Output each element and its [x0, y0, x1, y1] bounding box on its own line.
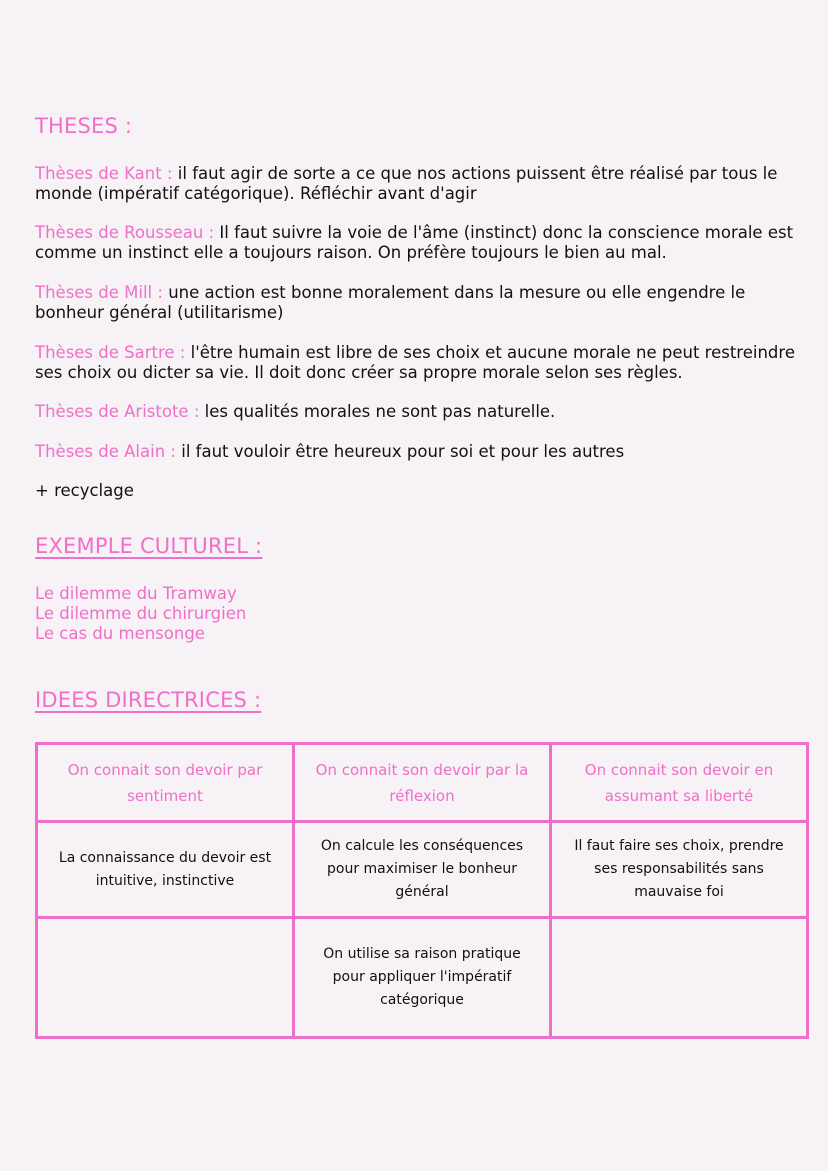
thesis-rousseau [35, 223, 795, 263]
thesis-alain [35, 442, 795, 462]
thesis-text: il faut vouloir être heureux pour soi et pour les autres [175, 442, 625, 461]
culture-item: Le dilemme du Tramway [35, 584, 237, 603]
thesis-text: il faut agir de sorte a ce que nos actions puissent être réalisé par tous le monde (impératif catégorique). Réfléchir avant d'agir [35, 164, 778, 203]
table-cell: On utilise sa raison pratique pour appliquer l'impératif catégorique [294, 918, 551, 1038]
thesis-sartre [35, 343, 795, 383]
theses-title: THESES : [35, 114, 133, 138]
theses-extra: + recyclage [35, 481, 134, 500]
header-cell-reflexion: On connait son devoir par la réflexion [294, 744, 551, 822]
ideas-table [35, 742, 809, 1039]
thesis-text: une action est bonne moralement dans la mesure ou elle engendre le bonheur général (utilitarisme) [35, 283, 746, 322]
thesis-text: l'être humain est libre de ses choix et aucune morale ne peut restreindre ses choix ou dicter sa vie. Il doit donc créer sa propre morale selon ses règles. [35, 343, 795, 382]
culture-title: EXEMPLE CULTUREL : [35, 534, 263, 558]
table-cell: On calcule les conséquences pour maximiser le bonheur général [294, 822, 551, 918]
header-cell-sentiment: On connait son devoir par sentiment [37, 744, 294, 822]
table-header-row [37, 744, 808, 822]
thesis-text: les qualités morales ne sont pas naturelle. [199, 402, 556, 421]
thesis-mill [35, 283, 795, 323]
culture-item: Le cas du mensonge [35, 624, 205, 643]
table-cell: Il faut faire ses choix, prendre ses responsabilités sans mauvaise foi [551, 822, 808, 918]
table-row [37, 822, 808, 918]
header-cell-liberte: On connait son devoir en assumant sa liberté [551, 744, 808, 822]
thesis-kant [35, 164, 795, 204]
ideas-title: IDEES DIRECTRICES : [35, 688, 262, 712]
thesis-aristote [35, 402, 795, 422]
thesis-label: Thèses de Alain : [35, 442, 176, 461]
table-row [37, 918, 808, 1038]
culture-list [35, 584, 246, 644]
thesis-text: Il faut suivre la voie de l'âme (instinct) donc la conscience morale est comme un instinct elle a toujours raison. On préfère toujours le bien au mal. [35, 223, 794, 262]
thesis-label: Thèses de Rousseau : [35, 223, 215, 242]
thesis-label: Thèses de Mill : [35, 283, 163, 302]
table-cell [551, 918, 808, 1038]
culture-item: Le dilemme du chirurgien [35, 604, 247, 623]
thesis-label: Thèses de Kant : [35, 164, 173, 183]
table-cell [37, 918, 294, 1038]
table-cell: La connaissance du devoir est intuitive, instinctive [37, 822, 294, 918]
thesis-label: Thèses de Aristote : [35, 402, 200, 421]
thesis-label: Thèses de Sartre : [35, 343, 186, 362]
